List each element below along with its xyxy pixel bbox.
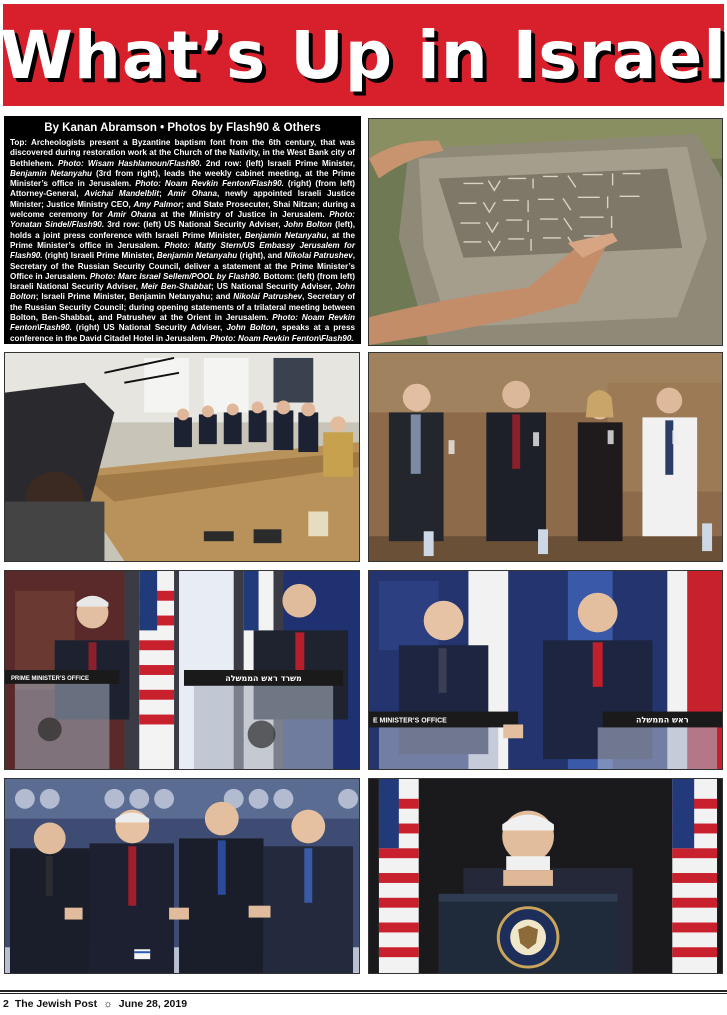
photo-justice-ceremony [368,352,723,562]
caption-segment: ; and State Prosecuter, Shai Nitzan; during a welcome ceremony for [10,199,356,220]
caption-emphasis: Nikolai Patrushev [233,292,303,302]
footer-rule-thin [0,993,727,994]
podium-label-right: משרד ראש הממשלה [225,673,302,683]
caption-segment: (right) Israeli Prime Minister, [42,251,157,261]
footer-rule [0,990,727,992]
caption-segment: 3rd row: (left) US National Security Adviser, [104,220,284,230]
photo-trilateral-meeting [4,778,360,974]
caption-emphasis: Photo: Noam Revkin Fenton/Flash90. [135,179,284,189]
caption-emphasis: Benjamin Netanyahu [156,251,238,261]
caption-segment: Top: Archeologists present a Byzantine baptism font from the 6th century, that was discovered during restoration work at the Church of the Nativity, in the West Bank city of Bethlehem. [10,138,355,168]
caption-segment: Bottom: (left) (from left) Israeli National Security Adviser, [10,271,355,292]
photo-netanyahu-patrushev [368,570,723,770]
caption-segment: , at the Prime Minister’s office in Jerusalem. [10,230,355,250]
masthead-banner [0,4,727,106]
page-footer [3,998,187,1010]
caption-emphasis: Avichai Mandelblit [84,189,160,199]
page-title: What’s Up in Israel [0,16,727,94]
caption-segment: , Secretary of the Russian Security Council; during opening statements of a trilateral meeting between Bolton, Ben-Shabbat, and Patrushev at the Orient in Jerusalem. [10,292,355,323]
publication-name: The Jewish Post [14,998,98,1010]
byline: By Kanan Abramson • Photos by Flash90 & Others [44,122,321,134]
photo-cabinet-meeting [4,352,360,562]
caption-emphasis: Benjamin Netanyahu [244,230,327,240]
caption-segment: , newly appointed Israeli Justice Minister; Justice Ministry CEO, [10,189,355,209]
caption-emphasis: Photo: Wisam Hashlamoun/Flash90. [57,158,202,168]
podium-label-left: PRIME MINISTER’S OFFICE [10,675,89,682]
caption-emphasis: Photo: Marc Israel Sellem/POOL by Flash90. [89,271,262,281]
caption-emphasis: Photo: Yonatan Sindel/Flash90. [10,210,355,230]
caption-segment: at the Ministry of Justice in Jerusalem. [156,210,330,220]
caption-emphasis: Photo: Matty Stern/US Embassy Jerusalem for Flash90. [10,240,355,261]
caption-emphasis: John Bolton [226,323,276,333]
caption-segment: ; US National Security Adviser, [210,282,336,292]
podium-label-left-2: E MINISTER’S OFFICE [372,717,447,725]
podium-label-right-2: ראש הממשלה [636,715,689,725]
footer-separator-icon: ☼ [103,998,113,1010]
caption-segment: (right) (from left) Attorney-General, [10,179,355,199]
caption-emphasis: John Bolton [283,220,332,230]
caption-emphasis: Nikolai Patrushev [284,251,353,261]
caption-segment: ; Israeli Prime Minister, Benjamin Netanyahu; and [35,292,234,302]
photo-bolton-podium [368,778,723,974]
issue-date: June 28, 2019 [118,998,188,1010]
caption-segment: , speaks at a press conference in the David Citadel Hotel in Jerusalem. [10,323,355,343]
caption-emphasis: Photo: Noam Revkin Fenton\Flash90. [210,333,354,343]
caption-segment: 2nd row: (left) Israeli Prime Minister, [201,158,355,168]
caption-box [4,116,361,344]
photo-baptism-font [368,118,723,346]
caption-emphasis: Photo: Noam Revkin Fenton\Flash90. [10,313,355,333]
caption-emphasis: Benjamin Netanyahu [10,168,93,178]
caption-emphasis: Amir Ohana [167,189,218,199]
caption-text [10,138,355,344]
caption-segment: , Secretary of the Russian Security Council, deliver a statement at the Prime Minister’s Office in Jerusalem. [10,251,356,281]
caption-segment: (right) US National Security Adviser, [71,323,227,333]
caption-emphasis: John Bolton [10,282,355,302]
caption-emphasis: Meir Ben-Shabbat [141,282,211,292]
caption-segment: (right), and [237,251,285,261]
caption-emphasis: Amir Ohana [107,210,157,220]
page-number: 2 [3,998,9,1010]
caption-segment: (3rd from right), leads the weekly cabinet meeting, at the Prime Minister’s office in Jerusalem. [10,168,355,189]
caption-segment: ; [159,189,168,199]
caption-segment: (left), holds a joint press conference with Israeli Prime Minister, [10,220,355,240]
photo-bolton-netanyahu-press [4,570,360,770]
caption-emphasis: Amy Palmor [133,199,182,209]
